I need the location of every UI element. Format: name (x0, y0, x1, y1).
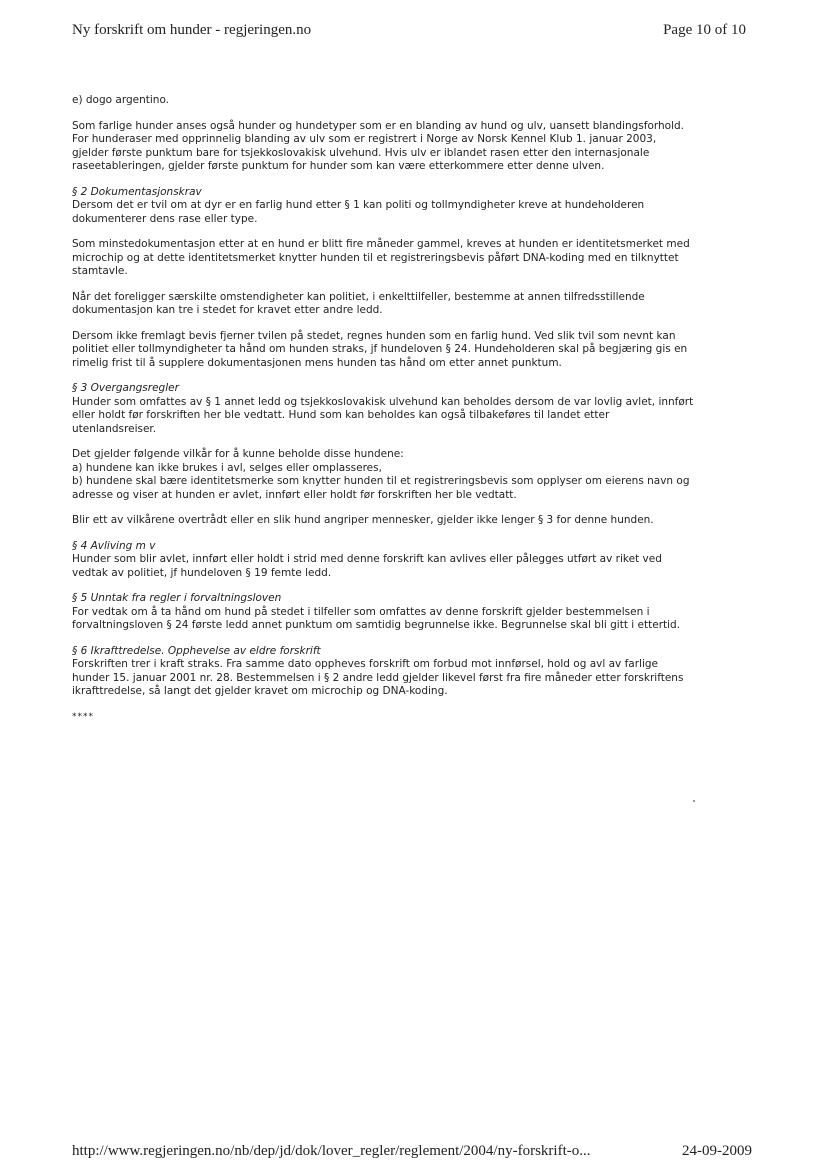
section-3-title: § 3 Overgangsregler (72, 382, 179, 394)
section-2-title: § 2 Dokumentasjonskrav (72, 185, 202, 198)
section-4-body: Hunder som blir avlet, innført eller holdt i strid med denne forskrift kan avlives eller pålegges utført av riket ved vedtak av politiet, jf hundeloven § 19 femte ledd. (72, 553, 662, 579)
section-3-paragraph-2: Det gjelder følgende vilkår for å kunne beholde disse hundene: a) hundene kan ikke brukes i avl, selges eller omplasseres, b) hundene skal bære identitetsmerke som knytter hunden til et registreringsbevis som opplyser om eierens navn og adresse og viser at hunden er avlet, innført eller holdt før forskriften her ble vedtatt. (72, 448, 690, 501)
intro-paragraph: Som farlige hunder anses også hunder og hundetyper som er en blanding av hund og ulv, uansett blandingsforhold. For hunderaser med opprinnelig blanding av ulv som er registrert i Norge av Norsk Kennel Klub 1. januar 2003, gjelder første punktum bare for tsjekkoslovakisk ulvehund. Hvis ulv er iblandet rasen etter den internasjonale raseetableringen, gjelder første punktum for hunder som kan være etterkommere etter denne ulven. (72, 119, 684, 172)
section-6-title: § 6 Ikrafttredelse. Opphevelse av eldre forskrift (72, 644, 321, 657)
page-header-title: Ny forskrift om hunder - regjeringen.no (72, 22, 312, 38)
section-3-body: Hunder som omfattes av § 1 annet ledd og tsjekkoslovakisk ulvehund kan beholdes dersom de var lovlig avlet, innført eller holdt før forskriften her ble vedtatt. Hund som kan beholdes kan også tilbakeføres til landet etter utenlandsreiser. (72, 395, 694, 435)
section-5-title: § 5 Unntak fra regler i forvaltningsloven (72, 592, 282, 604)
document-body (72, 94, 752, 724)
section-5-body: For vedtak om å ta hånd om hund på stedet i tilfeller som omfattes av denne forskrift gjelder bestemmelsen i forvaltningsloven § 24 første ledd annet punktum om samtidig begrunnelse ikke. Begrunnelse skal bli gitt i ettertid. (72, 605, 681, 631)
section-3-paragraph-3: Blir ett av vilkårene overtrådt eller en slik hund angriper mennesker, gjelder ikke lenger § 3 for denne hunden. (72, 514, 654, 526)
section-4 (72, 540, 752, 581)
section-5 (72, 592, 752, 633)
section-2-paragraph-3: Når det foreligger særskilte omstendigheter kan politiet, i enkelttilfeller, bestemme at annen tilfredsstillende dokumentasjon kan tre i stedet for kravet etter andre ledd. (72, 290, 645, 316)
section-6 (72, 645, 752, 699)
section-2-paragraph-4: Dersom ikke fremlagt bevis fjerner tvilen på stedet, regnes hunden som en farlig hund. Ved slik tvil som nevnt kan politiet eller tollmyndigheter ta hånd om hunden straks, jf hundeloven § 24. Hundeholderen skal på begjæring gis en rimelig frist til å supplere dokumentasjonen mens hunden tas hånd om etter annet punktum. (72, 329, 688, 369)
page-number: Page 10 of 10 (663, 22, 746, 38)
section-2-paragraph-2: Som minstedokumentasjon etter at en hund er blitt fire måneder gammel, kreves at hunden er identitetsmerket med microchip og at dette identitetsmerket knytter hunden til et registreringsbevis påført DNA-koding med en tilknyttet stamtavle. (72, 238, 690, 277)
end-mark: **** (72, 711, 94, 722)
section-3 (72, 382, 752, 436)
list-item-e: e) dogo argentino. (72, 94, 170, 106)
scan-speck (693, 800, 695, 802)
section-6-body: Forskriften trer i kraft straks. Fra samme dato oppheves forskrift om forbud mot innførsel, hold og avl av farlige hunder 15. januar 2001 nr. 28. Bestemmelsen i § 2 andre ledd gjelder likevel først fra fire måneder etter forskriftens ikrafttredelse, så langt det gjelder kravet om microchip og DNA-koding. (72, 658, 684, 697)
section-4-title: § 4 Avliving m v (72, 539, 156, 552)
footer-url: http://www.regjeringen.no/nb/dep/jd/dok/lover_regler/reglement/2004/ny-forskrift-o... (72, 1143, 591, 1159)
section-2 (72, 186, 752, 227)
section-2-body: Dersom det er tvil om at dyr er en farlig hund etter § 1 kan politi og tollmyndigheter kreve at hundeholderen dokumenterer dens rase eller type. (72, 199, 645, 225)
footer-date: 24-09-2009 (682, 1143, 752, 1159)
